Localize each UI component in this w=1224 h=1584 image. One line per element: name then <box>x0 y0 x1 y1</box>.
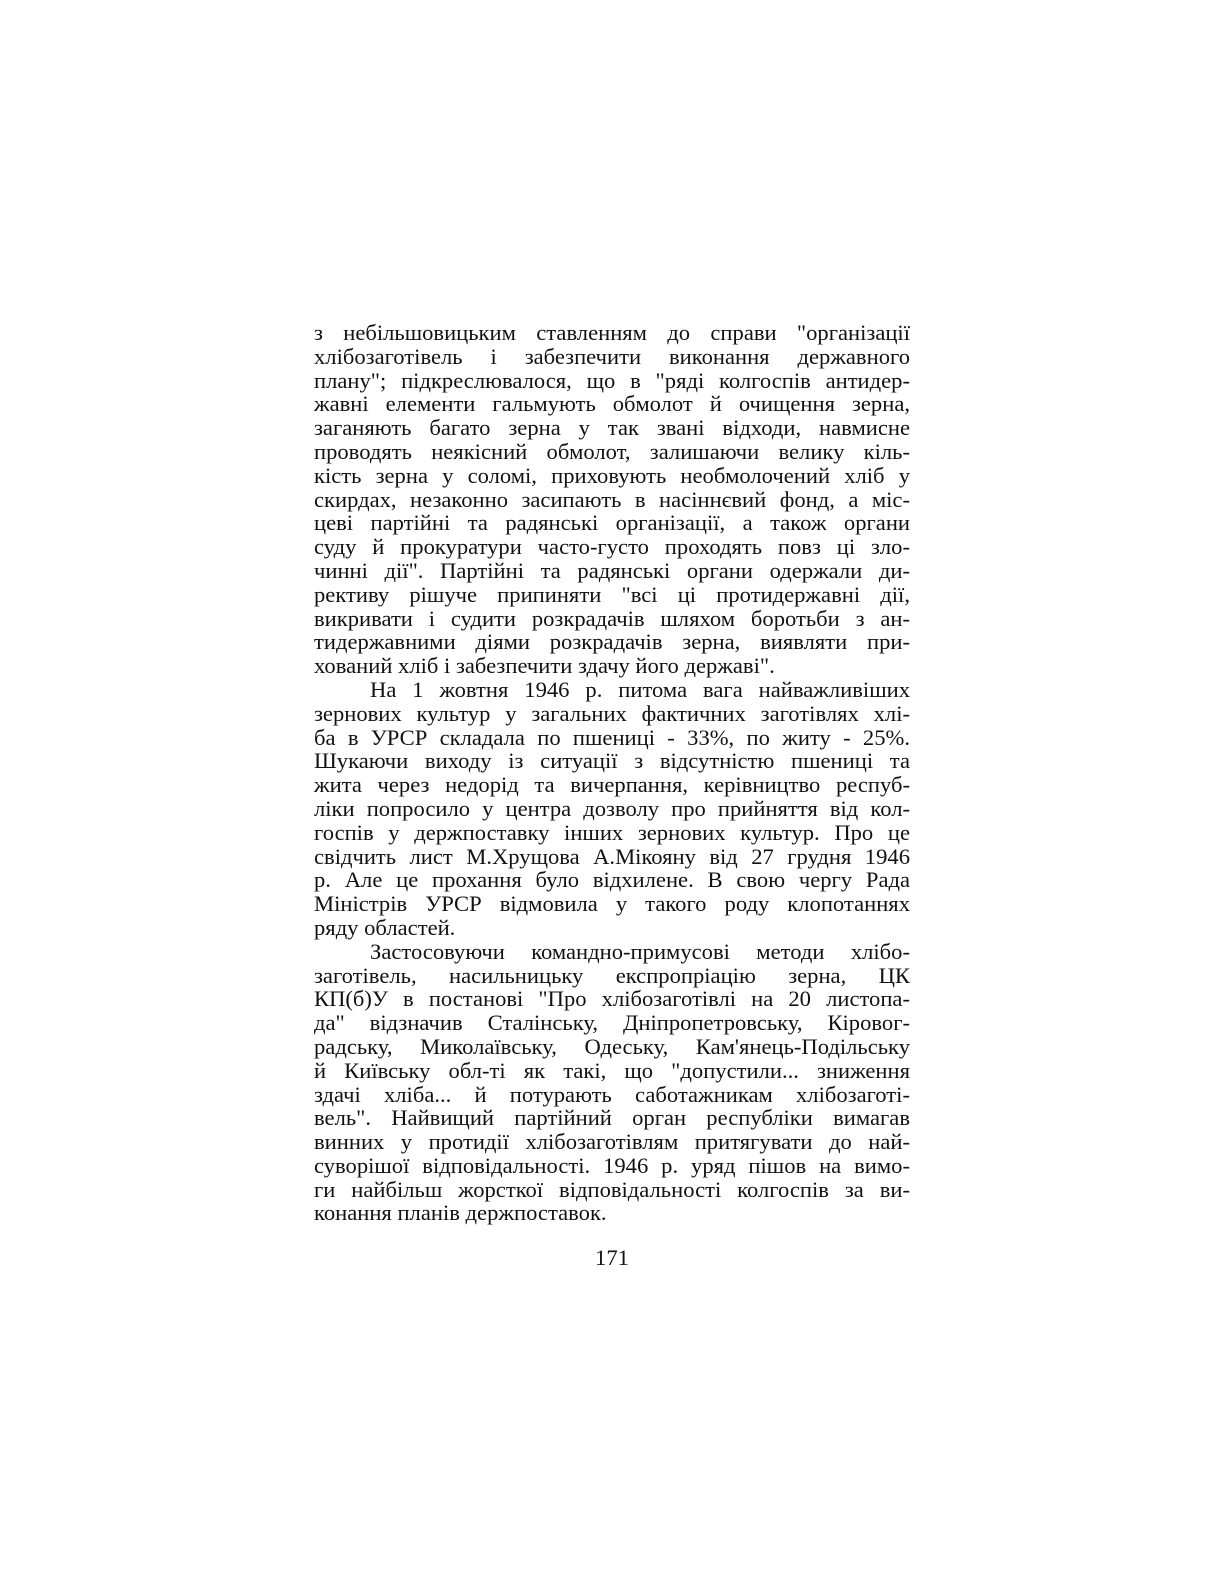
page-number: 171 <box>595 1245 629 1270</box>
text-line: ба в УРСР складала по пшениці - 33%, по житу - 25%. <box>314 724 910 750</box>
text-line: зернових культур у загальних фактичних заготівлях хлі- <box>314 700 910 726</box>
text-line: заганяють багато зерна у так звані відходи, навмисне <box>314 415 910 441</box>
text-line: з небільшовицьким ставленням до справи "організації <box>314 320 910 345</box>
text-line: вель". Найвищий партійний орган республіки вимагав <box>314 1105 910 1131</box>
text-line: свідчить лист М.Хрущова А.Мікояну від 27 грудня 1946 <box>314 843 910 869</box>
text-line: викривати і судити розкрадачів шляхом боротьби з ан- <box>314 605 910 631</box>
text-line: На 1 жовтня 1946 р. питома вага найважливіших <box>370 676 910 702</box>
text-line: госпів у держпоставку інших зернових культур. Про це <box>314 819 910 845</box>
text-line: ліки попросило у центра дозволу про прийняття від кол- <box>314 795 910 821</box>
text-line: р. Але це прохання було відхилене. В свою чергу Рада <box>314 867 910 893</box>
text-line: хований хліб і забезпечити здачу його державі". <box>314 653 775 679</box>
text-line: кість зерна у соломі, приховують необмолочений хліб у <box>314 462 910 488</box>
text-line: жавні елементи гальмують обмолот й очищення зерна, <box>314 391 910 417</box>
text-line: рективу рішуче припиняти "всі ці протидержавні дії, <box>314 581 910 607</box>
text-line: конання планів держпоставок. <box>314 1200 607 1226</box>
text-line: проводять неякісний обмолот, залишаючи велику кіль- <box>314 438 910 464</box>
text-line: Міністрів УРСР відмовила у такого роду клопотаннях <box>314 891 910 917</box>
text-line: й Київську обл-ті як такі, що "допустили... зниження <box>314 1057 910 1083</box>
text-line: ряду областей. <box>314 914 456 940</box>
text-line: ги найбільш жорсткої відповідальності колгоспів за ви- <box>314 1176 910 1202</box>
paragraph-3 <box>314 940 910 1226</box>
text-line: жита через недорід та вичерпання, керівництво респуб- <box>314 772 910 798</box>
text-line: чинні дії". Партійні та радянські органи одержали ди- <box>314 557 910 583</box>
text-line: Шукаючи виходу із ситуації з відсутністю пшениці та <box>314 748 910 774</box>
text-line: да" відзначив Сталінську, Дніпропетровську, Кіровог- <box>314 1010 910 1036</box>
text-line: Застосовуючи командно-примусові методи хлібо- <box>370 938 910 964</box>
text-line: плану"; підкреслювалося, що в "ряді колгоспів антидер- <box>314 367 910 393</box>
text-line: здачі хліба... й потурають саботажникам хлібозаготі- <box>314 1081 910 1107</box>
text-line: винних у протидії хлібозаготівлям притягувати до най- <box>314 1129 910 1155</box>
text-line: цеві партійні та радянські організації, а також органи <box>314 510 910 536</box>
text-line: скирдах, незаконно засипають в насіннєвий фонд, а міс- <box>314 486 910 512</box>
text-line: радську, Миколаївську, Одеську, Кам'янець-Подільську <box>314 1033 910 1059</box>
text-line: суду й прокуратури часто-густо проходять повз ці зло- <box>314 534 910 560</box>
body-text <box>314 321 910 1225</box>
text-line: хлібозаготівель і забезпечити виконання державного <box>314 343 910 369</box>
text-line: КП(б)У в постанові "Про хлібозаготівлі на 20 листопа- <box>314 986 910 1012</box>
paragraph-2 <box>314 678 910 940</box>
text-line: суворішої відповідальності. 1946 р. уряд пішов на вимо- <box>314 1152 910 1178</box>
paragraph-1 <box>314 321 910 678</box>
text-line: тидержавними діями розкрадачів зерна, виявляти при- <box>314 629 910 655</box>
text-line: заготівель, насильницьку експропріацію зерна, ЦК <box>314 962 910 988</box>
